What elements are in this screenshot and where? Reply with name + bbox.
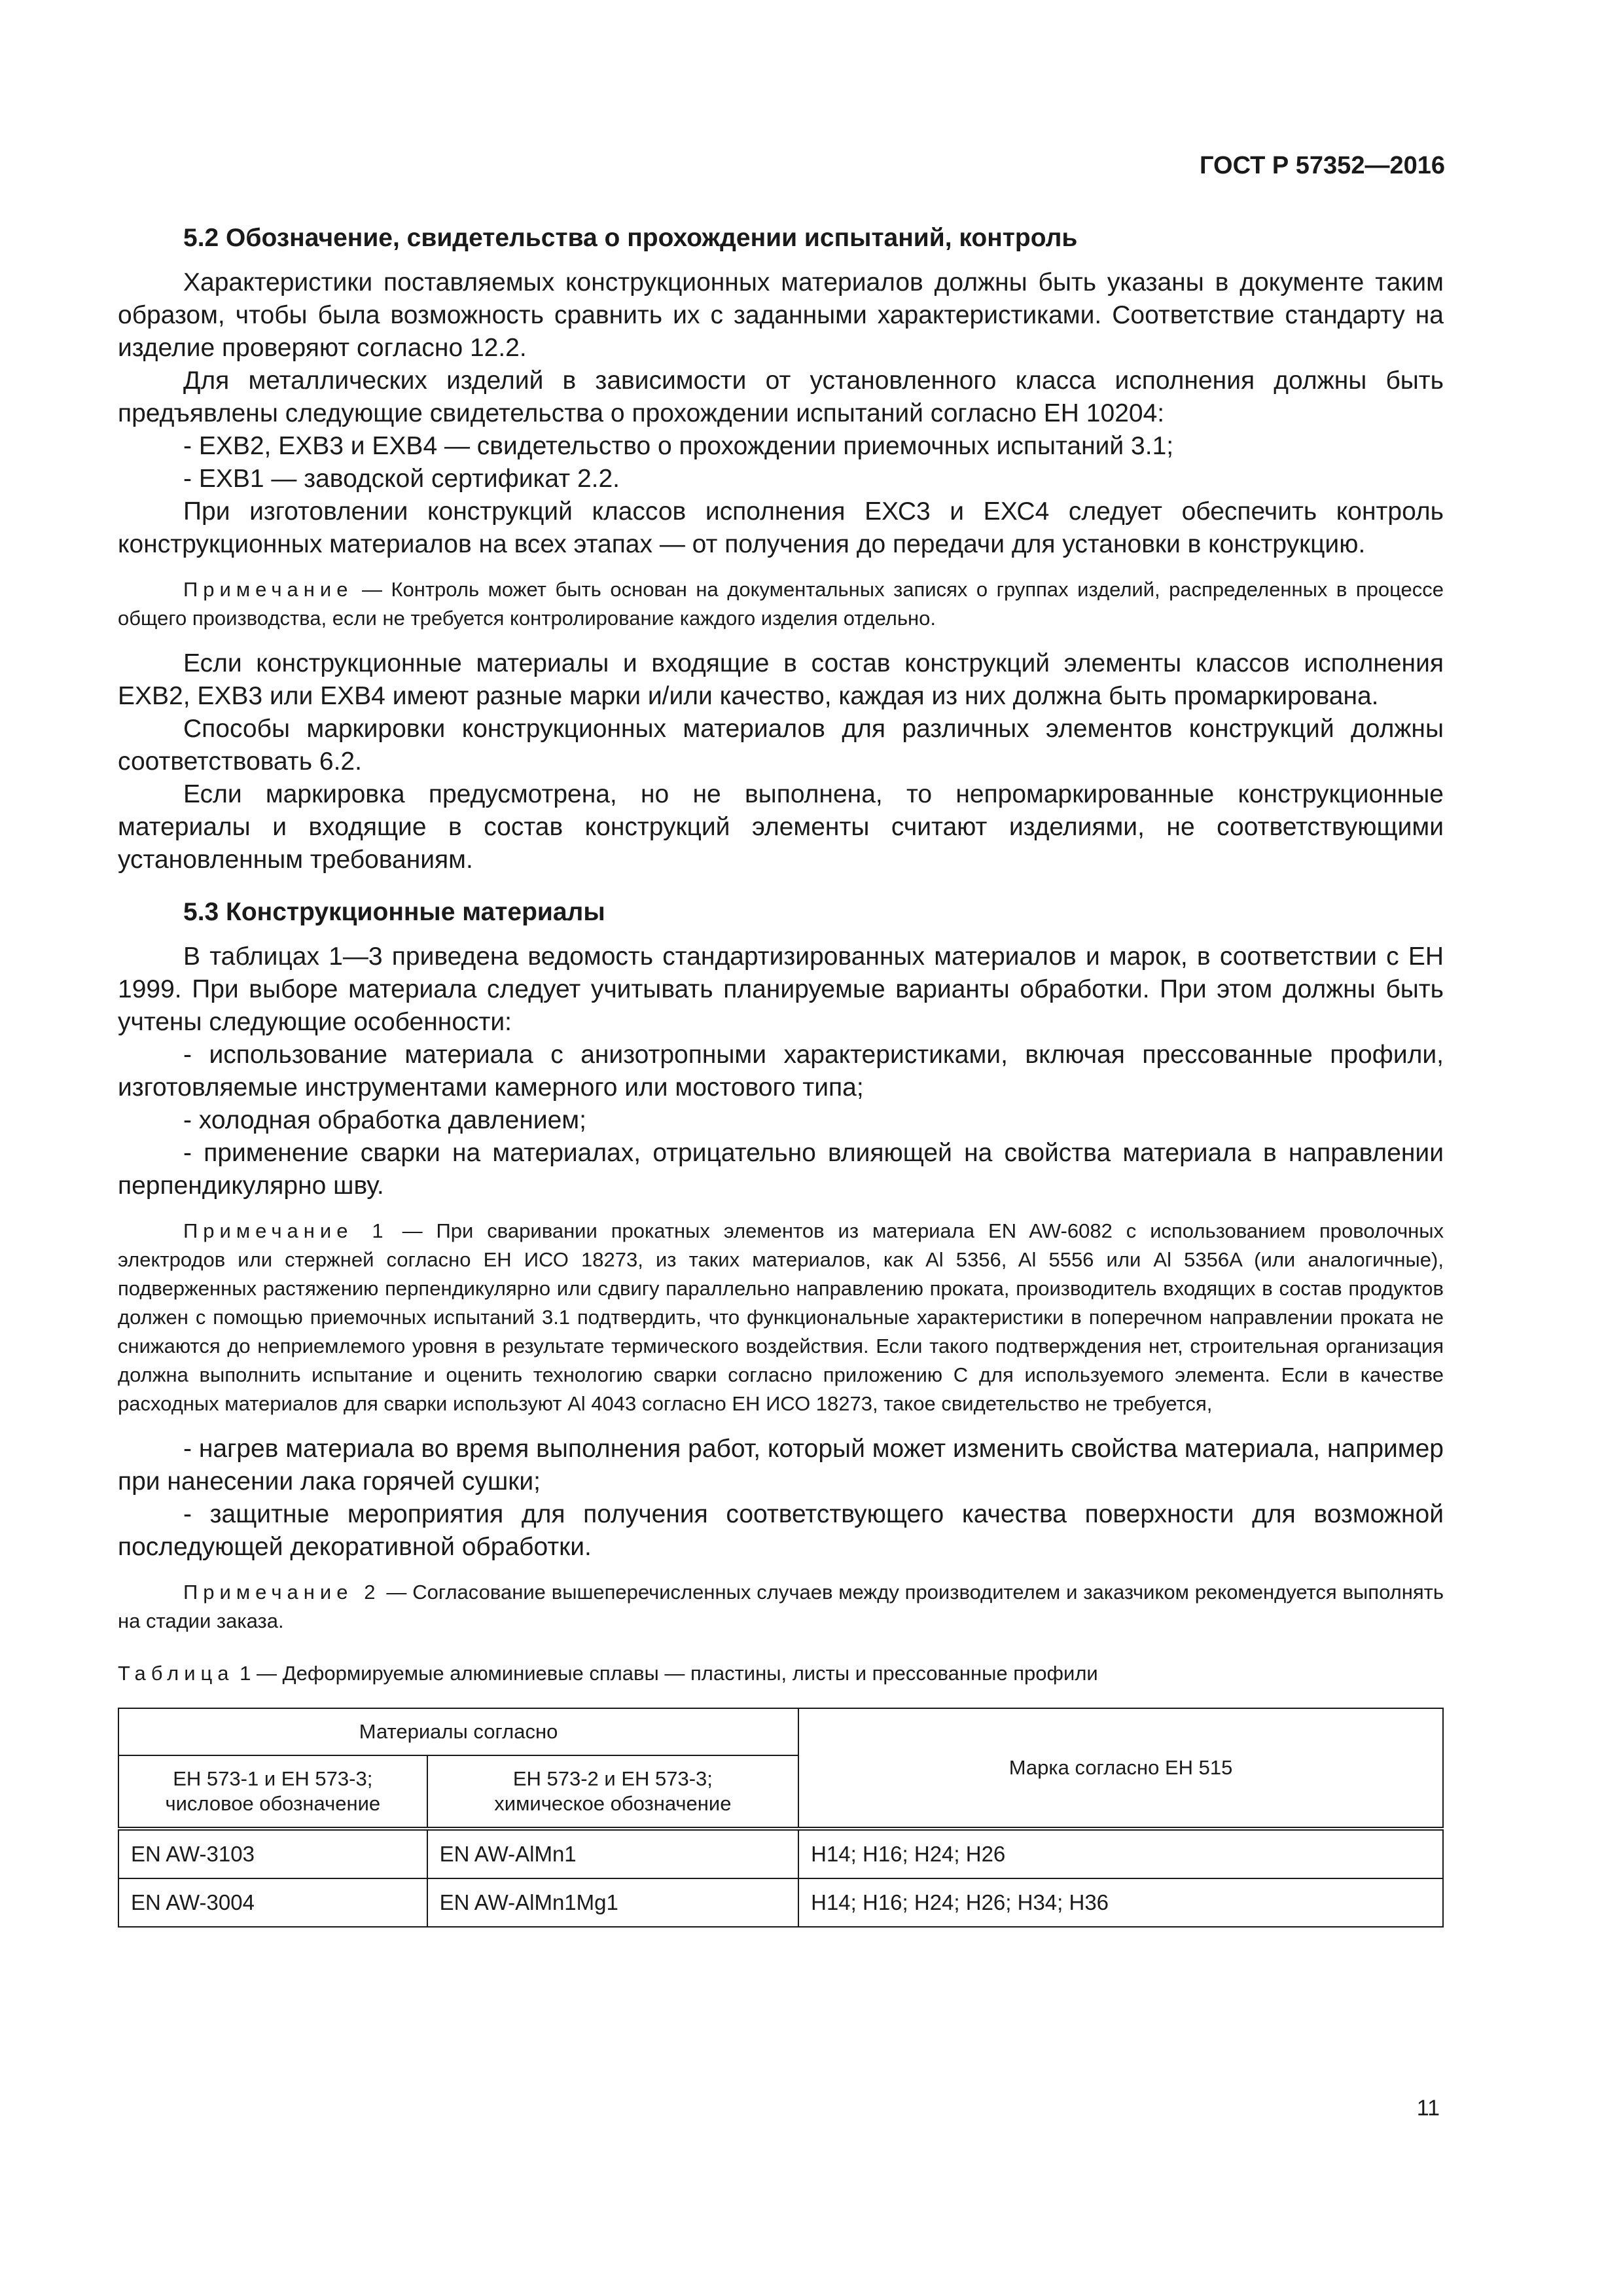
note-text: — Согласование вышеперечисленных случаев между производителем и заказчиком рекомендуется выполнять на стадии заказа. [118,1581,1444,1632]
paragraph: Если конструкционные материалы и входящие в состав конструкций элементы классов исполнения ЕХВ2, ЕХВ3 или ЕХВ4 имеют разные марки и/или качество, каждая из них должна быть промаркирована. [118,649,1444,710]
table-cell: EN AW-AlMn1 [427,1829,799,1878]
table-cell: H14; H16; H24; H26 [798,1829,1443,1878]
list-item: - применение сварки на материалах, отрицательно влияющей на свойства материала в направлении перпендикулярно шву. [118,1139,1444,1200]
table-cell: EN AW-3004 [118,1878,427,1927]
note-2 [118,1578,1444,1636]
table-cell: H14; H16; H24; H26; H34; H36 [798,1878,1443,1927]
list-item: - ЕХВ1 — заводской сертификат 2.2. [183,465,620,493]
table-caption [118,1659,1444,1688]
table-caption-text: 1 — Деформируемые алюминиевые сплавы — пластины, листы и прессованные профили [234,1662,1098,1685]
section-5-3-heading: 5.3 Конструкционные материалы [183,898,605,926]
materials-table [118,1708,1444,1928]
list-item: - защитные мероприятия для получения соответствующего качества поверхности для возможной последующей декоративной обработки. [118,1500,1444,1561]
page-content [118,219,1444,1928]
page-number: 11 [1416,2096,1440,2121]
section-5-2-heading: 5.2 Обозначение, свидетельства о прохождении испытаний, контроль [183,224,1078,252]
paragraph: Способы маркировки конструкционных материалов для различных элементов конструкций должны соответствовать 6.2. [118,715,1444,776]
table-row [118,1829,1443,1878]
table-header-group: Материалы согласно [118,1708,798,1755]
paragraph: Если маркировка предусмотрена, но не выполнена, то непромаркированные конструкционные материалы и входящие в состав конструкций элементы считают изделиями, не соответствующими установленным требованиям. [118,780,1444,874]
note-label: Примечание 1 [183,1219,389,1242]
table-cell: EN AW-3103 [118,1829,427,1878]
table-cell: EN AW-AlMn1Mg1 [427,1878,799,1927]
paragraph: В таблицах 1—3 приведена ведомость стандартизированных материалов и марок, в соответствии с ЕН 1999. При выборе материала следует учитывать планируемые варианты обработки. При этом должны быть учтены следующие особенности: [118,942,1444,1036]
table-header-numeric: ЕН 573-1 и ЕН 573-3; числовое обозначение [118,1755,427,1829]
list-item: - использование материала с анизотропными характеристиками, включая прессованные профили, изготовляемые инструментами камерного или мостового типа; [118,1041,1444,1102]
paragraph: Для металлических изделий в зависимости от установленного класса исполнения должны быть предъявлены следующие свидетельства о прохождении испытаний согласно ЕН 10204: [118,367,1444,427]
note-label: Примечание 2 [183,1581,381,1604]
note-1 [118,1217,1444,1418]
note-label: Примечание [183,578,353,601]
note-text: — Контроль может быть основан на документальных записях о группах изделий, распределенных в процессе общего производства, если не требуется контролирование каждого изделия отдельно. [118,578,1444,630]
table-header-grade: Марка согласно ЕН 515 [798,1708,1443,1829]
table-header-chemical: ЕН 573-2 и ЕН 573-3; химическое обозначение [427,1755,799,1829]
paragraph: При изготовлении конструкций классов исполнения ЕХС3 и ЕХС4 следует обеспечить контроль конструкционных материалов на всех этапах — от получения до передачи для установки в конструкцию. [118,497,1444,558]
table-row [118,1878,1443,1927]
document-code: ГОСТ Р 57352—2016 [1200,152,1445,179]
list-item: - холодная обработка давлением; [183,1106,586,1134]
note [118,575,1444,633]
list-item: - нагрев материала во время выполнения работ, который может изменить свойства материала, например при нанесении лака горячей сушки; [118,1435,1444,1496]
paragraph: Характеристики поставляемых конструкционных материалов должны быть указаны в документе таким образом, чтобы была возможность сравнить их с заданными характеристиками. Соответствие стандарту на изделие проверяют согласно 12.2. [118,268,1444,362]
list-item: - ЕХВ2, ЕХВ3 и ЕХВ4 — свидетельство о прохождении приемочных испытаний 3.1; [183,432,1174,460]
note-text: — При сваривании прокатных элементов из материала EN AW-6082 с использованием проволочных электродов или стержней согласно ЕН ИСО 18273, из таких материалов, как Al 5356, Al 5556 или Al 5356A (или аналогичные), подверженных растяжению перпендикулярно или сдвигу параллельно направлению проката, производитель входящих в состав продуктов должен с помощью приемочных испытаний 3.1 подтвердить, что функциональные характеристики в поперечном направлении проката не снижаются до неприемлемого уровня в результате термического воздействия. Если такого подтверждения нет, строительная организация должна выполнить испытание и оценить технологию сварки согласно приложению С для используемого элемента. Если в качестве расходных материалов для сварки используют Al 4043 согласно ЕН ИСО 18273, такое свидетельство не требуется, [118,1219,1444,1415]
table-caption-label: Таблица [118,1662,234,1685]
